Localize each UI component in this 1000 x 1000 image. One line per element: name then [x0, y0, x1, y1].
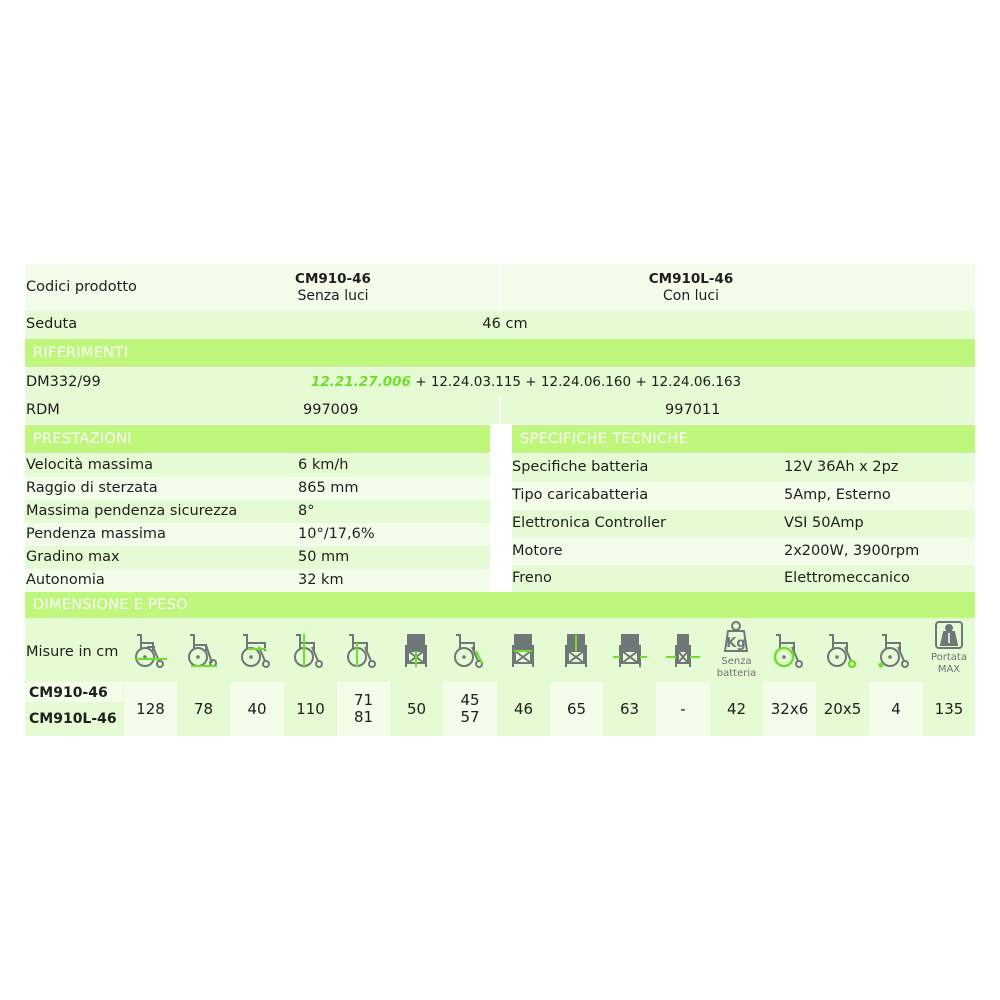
wheelchair-seat-width-icon — [510, 633, 536, 669]
dimension-value: 42 — [726, 699, 747, 718]
dimension-value: 4 — [891, 699, 901, 718]
performance-value: 50 mm — [298, 549, 350, 565]
performance-header-title: PRESTAZIONI — [33, 431, 132, 447]
product-code: CM910L-46 — [648, 271, 734, 287]
rdm-label: RDM — [26, 402, 60, 418]
wheelchair-backrest-height-icon — [563, 633, 589, 669]
units-label: Misure in cm — [26, 644, 119, 660]
performance-value: 10°/17,6% — [298, 526, 375, 542]
wheelchair-rear-wheel-icon — [772, 633, 808, 669]
technical-value: 5Amp, Esterno — [784, 487, 891, 503]
svg-text:Kg: Kg — [726, 636, 746, 651]
technical-value: 12V 36Ah x 2pz — [784, 459, 899, 475]
dimension-value: 32x6 — [770, 699, 809, 718]
wheelchair-folded-length-icon — [186, 633, 222, 669]
dm-label: DM332/99 — [26, 374, 101, 390]
wheelchair-seat-height-front-icon — [403, 633, 429, 669]
wheelchair-seat-depth-icon — [239, 633, 275, 669]
dimension-value: 40 — [247, 699, 267, 718]
wheelchair-armrest-height-icon — [345, 633, 381, 669]
performance-value: 8° — [298, 503, 315, 519]
technical-label: Elettronica Controller — [512, 515, 667, 531]
technical-label: Specifiche batteria — [512, 459, 649, 475]
performance-label: Velocità massima — [26, 457, 153, 473]
dm-additional-codes: + 12.24.03.115 + 12.24.06.160 + 12.24.06.163 — [410, 374, 742, 390]
model-name: CM910-46 — [29, 685, 108, 701]
dimension-value: 135 — [934, 699, 964, 718]
dimension-value: 20x5 — [823, 699, 862, 718]
weight-kg-icon — [723, 621, 749, 653]
product-codes-label: Codici prodotto — [26, 279, 137, 295]
column-divider — [499, 264, 501, 311]
dimension-value: 50 — [406, 699, 427, 718]
wheelchair-footrest-length-icon — [452, 633, 488, 669]
dimension-value: 128 — [136, 699, 165, 718]
wheelchair-overall-width-icon — [612, 633, 648, 669]
max-load-icon — [935, 621, 963, 649]
technical-header-title: SPECIFICHE TECNICHE — [520, 431, 689, 447]
dimension-value: 46 — [513, 699, 534, 718]
seat-value: 46 cm — [482, 316, 528, 332]
dimensions-header-title: DIMENSIONE E PESO — [33, 597, 188, 613]
product-code: CM910-46 — [295, 271, 371, 287]
product-code-2 — [591, 271, 791, 304]
weight-caption: Senza batteria — [716, 656, 757, 679]
product-desc: Senza luci — [297, 288, 369, 304]
dm-codes — [311, 374, 741, 390]
wheelchair-front-wheel-icon — [825, 633, 861, 669]
technical-value: 2x200W, 3900rpm — [784, 543, 920, 559]
model-name: CM910L-46 — [29, 711, 117, 727]
technical-label: Tipo caricabatteria — [512, 487, 649, 503]
wheelchair-anti-tip-icon — [878, 633, 914, 669]
wheelchair-folded-width-icon — [665, 633, 701, 669]
product-desc: Con luci — [662, 288, 719, 304]
performance-value: 865 mm — [298, 480, 359, 496]
references-header-title: RIFERIMENTI — [33, 345, 129, 361]
rdm-value-1: 997009 — [303, 402, 359, 418]
dimension-value: 63 — [619, 699, 640, 718]
performance-label: Raggio di sterzata — [26, 480, 158, 496]
references-header — [25, 339, 975, 367]
wheelchair-overall-height-icon — [292, 633, 328, 669]
performance-value: 6 km/h — [298, 457, 349, 473]
performance-label: Autonomia — [26, 572, 105, 588]
rdm-value-2: 997011 — [665, 402, 721, 418]
dimension-value: 78 — [193, 699, 214, 718]
technical-value: VSI 50Amp — [784, 515, 864, 531]
dimension-value: - — [680, 699, 686, 718]
column-divider — [499, 396, 501, 424]
wheelchair-overall-length-icon — [133, 633, 169, 669]
performance-label: Gradino max — [26, 549, 120, 565]
performance-label: Pendenza massima — [26, 526, 166, 542]
technical-label: Motore — [512, 543, 563, 559]
performance-label: Massima pendenza sicurezza — [26, 503, 238, 519]
technical-value: Elettromeccanico — [784, 570, 910, 586]
product-code-1 — [233, 271, 433, 304]
dm-main-code: 12.21.27.006 — [311, 374, 411, 390]
dimension-value: 71 81 — [353, 691, 374, 726]
max-load-caption: Portata MAX — [930, 652, 967, 675]
dimension-value: 45 57 — [460, 691, 480, 726]
dimension-value: 110 — [296, 699, 325, 718]
technical-label: Freno — [512, 570, 552, 586]
dimension-value: 65 — [566, 699, 587, 718]
seat-label: Seduta — [26, 316, 78, 332]
performance-value: 32 km — [298, 572, 344, 588]
